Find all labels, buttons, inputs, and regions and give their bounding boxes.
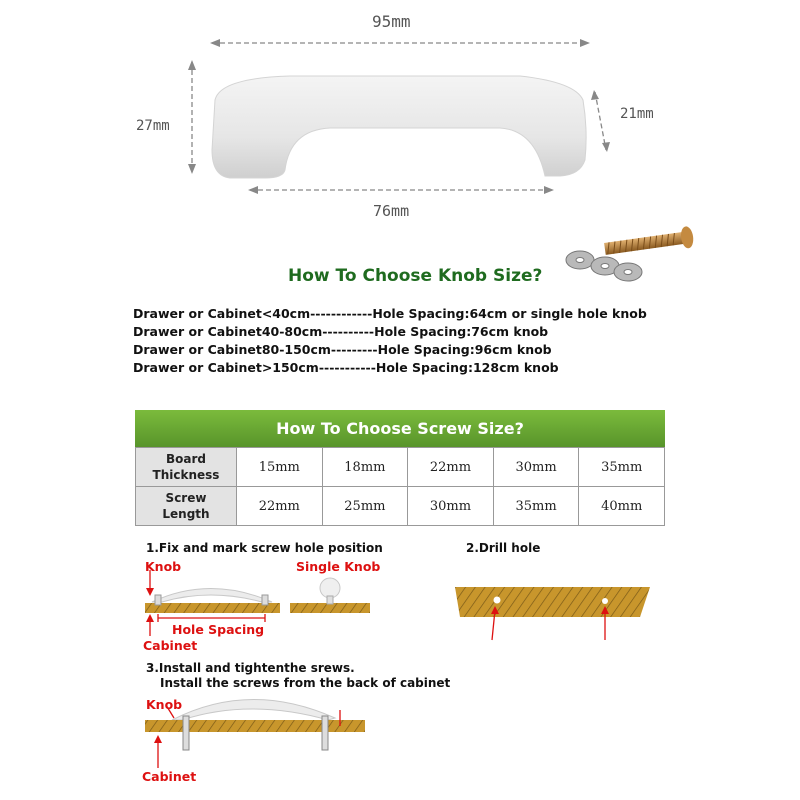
label-cabinet-step3: Cabinet	[142, 769, 197, 784]
row-header-text: Length	[162, 507, 210, 521]
table-cell: 22mm	[408, 448, 494, 487]
step-2-text: 2.Drill hole	[466, 541, 541, 555]
row-header-text: Screw	[165, 491, 207, 505]
step-3-subtext: Install the screws from the back of cabinet	[160, 676, 451, 690]
step1-single-knob-diagram	[290, 578, 370, 613]
table-row	[136, 448, 665, 487]
table-cell: 40mm	[579, 487, 665, 526]
step1-handle-diagram	[145, 570, 280, 636]
step-3-text: 3.Install and tightenthe srews.	[146, 661, 355, 675]
step-1-text: 1.Fix and mark screw hole position	[146, 541, 383, 555]
table-cell: 15mm	[237, 448, 323, 487]
row-header-screw-length	[136, 487, 237, 526]
dim-depth-label: 21mm	[620, 106, 654, 122]
row-header-board-thickness	[136, 448, 237, 487]
screw-size-table	[135, 447, 665, 526]
row-header-text: Thickness	[152, 468, 220, 482]
table-row	[136, 487, 665, 526]
knob-size-title: How To Choose Knob Size?	[288, 266, 543, 286]
step2-drill-diagram	[455, 587, 650, 640]
handle-image	[212, 76, 586, 178]
dim-length-label: 95mm	[372, 12, 411, 31]
dim-spacing-label: 76mm	[373, 202, 410, 220]
knob-size-line-3: Drawer or Cabinet80-150cm---------Hole Spacing:96cm knob	[133, 342, 552, 357]
table-cell: 25mm	[322, 487, 408, 526]
knob-size-line-1: Drawer or Cabinet<40cm------------Hole Spacing:64cm or single hole knob	[133, 306, 647, 321]
screw-size-title: How To Choose Screw Size?	[135, 410, 665, 448]
label-knob-step1: Knob	[145, 559, 182, 574]
label-knob-step3: Knob	[146, 697, 183, 712]
table-cell: 30mm	[493, 448, 579, 487]
table-cell: 18mm	[322, 448, 408, 487]
installation-diagrams	[0, 540, 800, 800]
label-cabinet-step1: Cabinet	[143, 638, 198, 653]
handle-dimension-diagram	[0, 0, 800, 230]
row-header-text: Board	[166, 452, 206, 466]
dim-height-label: 27mm	[136, 118, 170, 134]
table-cell: 30mm	[408, 487, 494, 526]
knob-size-line-2: Drawer or Cabinet40-80cm----------Hole Spacing:76cm knob	[133, 324, 549, 339]
knob-size-line-4: Drawer or Cabinet>150cm-----------Hole Spacing:128cm knob	[133, 360, 559, 375]
label-hole-spacing: Hole Spacing	[172, 622, 265, 637]
table-cell: 22mm	[237, 487, 323, 526]
step3-install-diagram	[145, 699, 365, 768]
label-single-knob: Single Knob	[296, 559, 381, 574]
table-cell: 35mm	[493, 487, 579, 526]
table-cell: 35mm	[579, 448, 665, 487]
screw-washers-image	[560, 222, 710, 292]
